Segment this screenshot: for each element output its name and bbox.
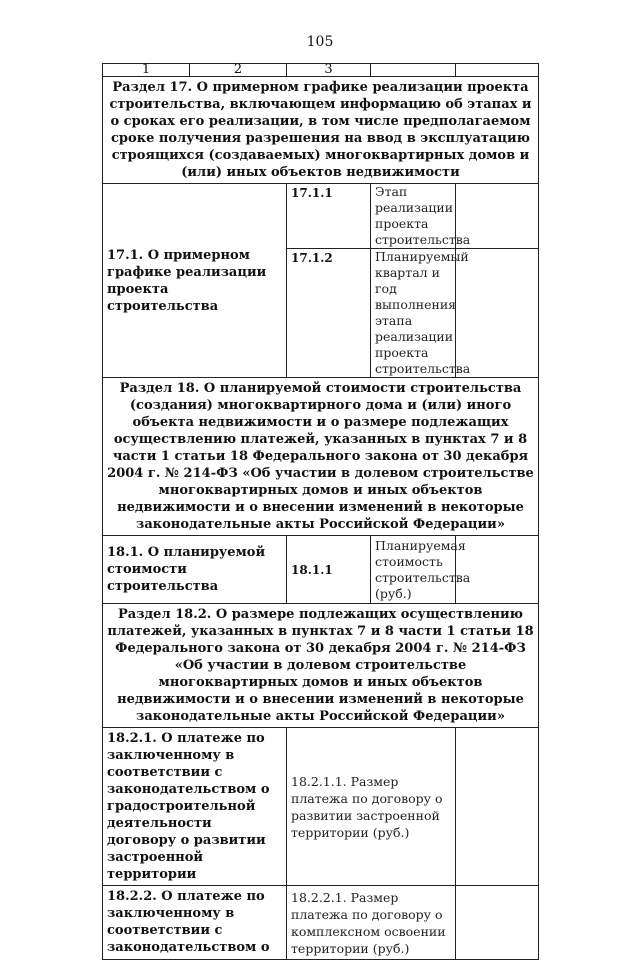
subsection-17-1: 17.1. О примерном графике реализации проекта строительства	[103, 184, 287, 378]
subsection-18-2-2: 18.2.2. О платеже по заключенному в соответствии с законодательством о	[103, 886, 287, 960]
section-18-2-row	[103, 604, 539, 728]
description-18-2-1-1: 18.2.1.1. Размер платежа по договору о развитии застроенной территории (руб.)	[287, 728, 456, 886]
subsection-18-1: 18.1. О планируемой стоимости строительства	[103, 536, 287, 604]
description-18-2-2-1: 18.2.2.1. Размер платежа по договору о комплексном освоении территории (руб.)	[287, 886, 456, 960]
column-number-1: 1	[103, 64, 190, 77]
description-18-1-1: Планируемая стоимость строительства (руб.)	[371, 536, 456, 604]
description-17-1-2: Планируемый квартал и год выполнения этапа реализации проекта строительства	[371, 249, 456, 378]
column-number-3: 3	[287, 64, 371, 77]
code-18-1-1: 18.1.1	[287, 536, 371, 604]
page-number: 105	[306, 34, 334, 50]
table-row	[103, 184, 539, 249]
table-row	[103, 728, 539, 886]
document-table	[102, 63, 539, 960]
column-number-5	[456, 64, 539, 77]
column-number-2: 2	[190, 64, 287, 77]
section-17-row	[103, 77, 539, 184]
code-17-1-1: 17.1.1	[287, 184, 371, 249]
column-number-4	[371, 64, 456, 77]
section-18-row	[103, 378, 539, 536]
subsection-18-2-1: 18.2.1. О платеже по заключенному в соответствии с законодательством о градостроительной деятельности договору о развитии застроенной территории	[103, 728, 287, 886]
column-number-row	[103, 64, 539, 77]
description-17-1-1: Этап реализации проекта строительства	[371, 184, 456, 249]
code-17-1-2: 17.1.2	[287, 249, 371, 378]
value-cell	[456, 728, 539, 886]
section-18-2-title: Раздел 18.2. О размере подлежащих осуществлению платежей, указанных в пунктах 7 и 8 части 1 статьи 18 Федерального закона от 30 декабря 2004 г. № 214-ФЗ «Об участии в долевом строительстве многоквартирных домов и иных объектов недвижимости и о внесении изменений в некоторые законодательные акты Российской Федерации»	[103, 604, 539, 728]
value-cell	[456, 249, 539, 378]
section-17-title: Раздел 17. О примерном графике реализации проекта строительства, включающем информацию об этапах и о сроках его реализации, в том числе предполагаемом сроке получения разрешения на ввод в эксплуатацию строящихся (создаваемых) многоквартирных домов и (или) иных объектов недвижимости	[103, 77, 539, 184]
table-row	[103, 886, 539, 960]
value-cell	[456, 886, 539, 960]
table-row	[103, 536, 539, 604]
section-18-title: Раздел 18. О планируемой стоимости строительства (создания) многоквартирного дома и (или) иного объекта недвижимости и о размере подлежащих осуществлению платежей, указанных в пунктах 7 и 8 части 1 статьи 18 Федерального закона от 30 декабря 2004 г. № 214-ФЗ «Об участии в долевом строительстве многоквартирных домов и иных объектов недвижимости и о внесении изменений в некоторые законодательные акты Российской Федерации»	[103, 378, 539, 536]
